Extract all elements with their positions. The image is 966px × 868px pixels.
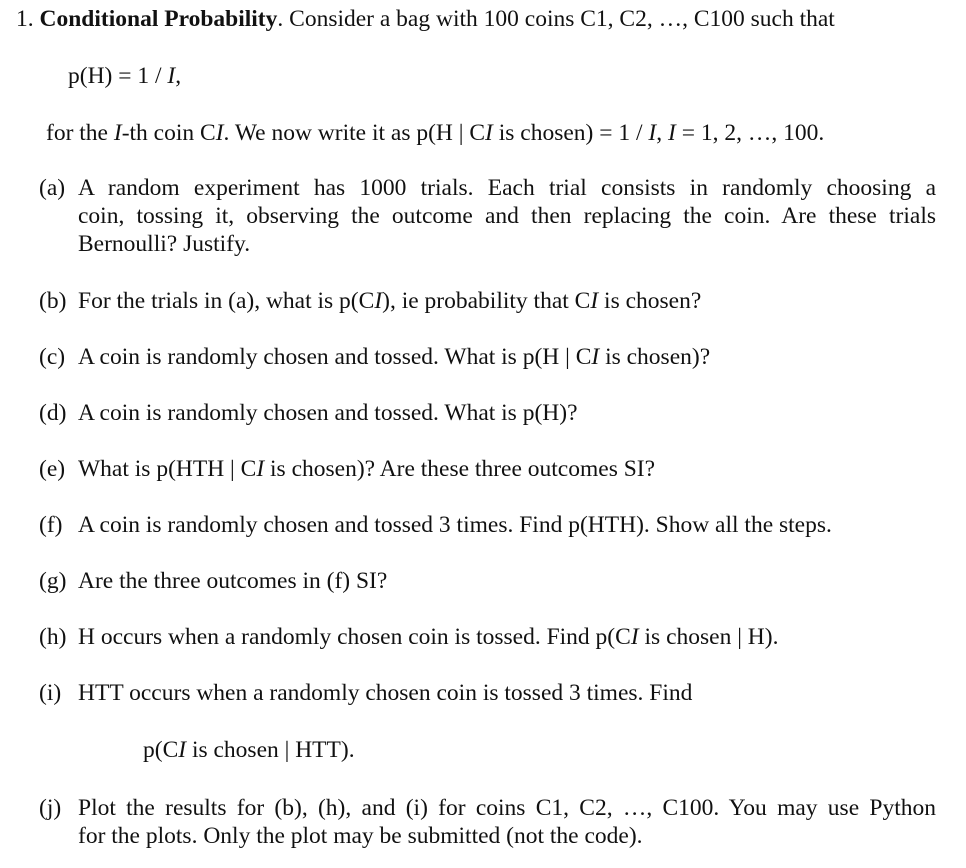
text: , bbox=[656, 120, 668, 146]
item-j-line: for the plots. Only the plot may be submitted (not the code). bbox=[78, 823, 643, 849]
text: -th coin C bbox=[121, 120, 216, 146]
item-f-text bbox=[78, 511, 832, 539]
text: p(C bbox=[143, 737, 179, 763]
item-j-label: (j) bbox=[39, 795, 62, 821]
text: A coin is randomly chosen and tossed 3 times. Find p(HTH). Show all the steps. bbox=[78, 512, 832, 538]
item-h-text bbox=[78, 623, 778, 651]
item-h-label: (h) bbox=[39, 624, 67, 650]
text: is chosen)? bbox=[599, 344, 711, 370]
item-e-text bbox=[78, 455, 655, 483]
variable: I bbox=[630, 624, 639, 650]
definition-line bbox=[46, 119, 824, 147]
text: ), ie probability that C bbox=[382, 288, 591, 314]
item-c-text bbox=[78, 343, 710, 371]
variable: I bbox=[215, 120, 224, 146]
item-i-label: (i) bbox=[39, 680, 62, 706]
item-g-text bbox=[78, 567, 387, 595]
item-d-label: (d) bbox=[39, 400, 67, 426]
item-a-text bbox=[78, 174, 936, 258]
text: For the trials in (a), what is p(C bbox=[78, 288, 375, 314]
variable: I bbox=[591, 344, 600, 370]
text: is chosen | HTT). bbox=[186, 737, 355, 763]
text: A coin is randomly chosen and tossed. What is p(H)? bbox=[78, 400, 578, 426]
text: H occurs when a randomly chosen coin is tossed. Find p(C bbox=[78, 624, 631, 650]
text: is chosen) = 1 / bbox=[492, 120, 649, 146]
equation-tail: , bbox=[175, 63, 182, 89]
variable: I bbox=[485, 120, 493, 146]
item-a-line: coin, tossing it, observing the outcome and then replacing the coin. Are these trials bbox=[78, 203, 936, 229]
problem-intro: . Consider a bag with 100 coins C1, C2, …, C100 such that bbox=[277, 6, 835, 32]
problem-title: Conditional Probability bbox=[39, 6, 278, 32]
item-d-text bbox=[78, 399, 578, 427]
text: is chosen? bbox=[598, 288, 702, 314]
item-j-text bbox=[78, 794, 936, 850]
variable: I bbox=[113, 120, 122, 146]
item-g-label: (g) bbox=[39, 568, 67, 594]
item-a-line: A random experiment has 1000 trials. Each trial consists in randomly choosing a bbox=[78, 175, 936, 201]
text: = 1, 2, …, 100. bbox=[675, 120, 825, 146]
item-c-label: (c) bbox=[39, 344, 66, 370]
equation-lhs: p(H) = 1 / bbox=[68, 63, 168, 89]
item-b-text bbox=[78, 287, 701, 315]
variable: I bbox=[590, 288, 599, 314]
variable: I bbox=[648, 120, 657, 146]
text: Are the three outcomes in (f) SI? bbox=[78, 568, 388, 594]
variable: I bbox=[374, 288, 383, 314]
text: is chosen | H). bbox=[638, 624, 779, 650]
text: for the bbox=[46, 120, 114, 146]
variable: I bbox=[178, 737, 187, 763]
text: A coin is randomly chosen and tossed. What is p(H | C bbox=[78, 344, 592, 370]
text: HTT occurs when a randomly chosen coin is tossed 3 times. Find bbox=[78, 680, 693, 706]
item-a-line: Bernoulli? Justify. bbox=[78, 231, 251, 257]
item-j-line: Plot the results for (b), (h), and (i) for coins C1, C2, …, C100. You may use Python bbox=[78, 795, 936, 821]
variable: I bbox=[667, 120, 676, 146]
equation-variable: I bbox=[167, 63, 176, 89]
item-b-label: (b) bbox=[39, 288, 67, 314]
item-a-label: (a) bbox=[39, 175, 66, 201]
item-i-equation bbox=[143, 736, 355, 764]
probability-equation bbox=[68, 62, 181, 90]
variable: I bbox=[256, 456, 265, 482]
problem-number: 1. bbox=[16, 6, 34, 32]
text: is chosen)? Are these three outcomes SI? bbox=[264, 456, 656, 482]
problem-heading bbox=[16, 5, 835, 33]
item-e-label: (e) bbox=[39, 456, 66, 482]
text: What is p(HTH | C bbox=[78, 456, 257, 482]
text: . We now write it as p(H | C bbox=[223, 120, 486, 146]
item-i-text bbox=[78, 679, 692, 707]
item-f-label: (f) bbox=[39, 512, 63, 538]
